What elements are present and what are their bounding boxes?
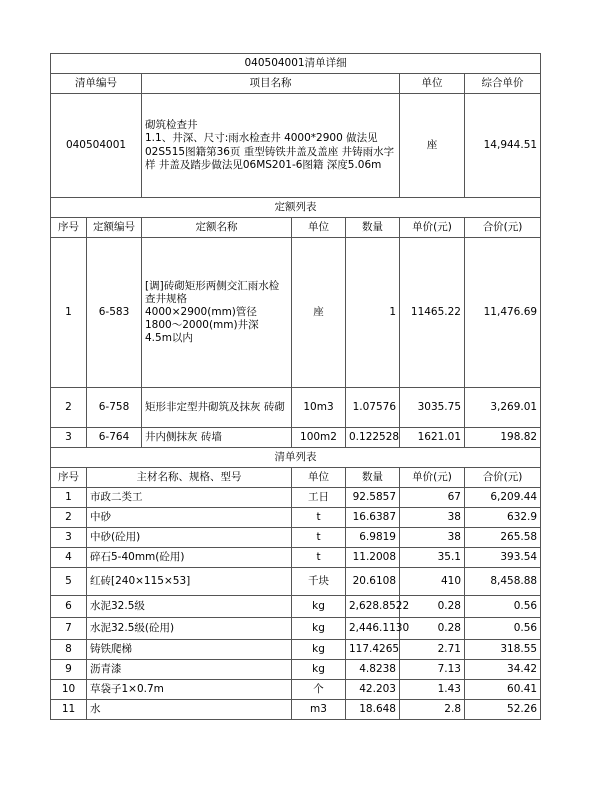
material-unit: kg xyxy=(292,596,346,618)
material-qty: 6.9819 xyxy=(346,528,400,548)
header-item-name: 项目名称 xyxy=(142,74,400,94)
material-name: 市政二类工 xyxy=(87,488,292,508)
material-no: 5 xyxy=(51,568,87,596)
materials-header-price: 单价(元) xyxy=(400,468,465,488)
table-row xyxy=(51,528,541,548)
table-row xyxy=(51,568,541,596)
material-name: 红砖[240×115×53] xyxy=(87,568,292,596)
material-qty: 11.2008 xyxy=(346,548,400,568)
material-no: 11 xyxy=(51,700,87,720)
quota-unit: 100m2 xyxy=(292,428,346,448)
material-no: 2 xyxy=(51,508,87,528)
material-name: 中砂 xyxy=(87,508,292,528)
material-unit: m3 xyxy=(292,700,346,720)
materials-header-unit: 单位 xyxy=(292,468,346,488)
quota-header-qty: 数量 xyxy=(346,218,400,238)
quota-no: 1 xyxy=(51,238,87,388)
quota-total: 3,269.01 xyxy=(465,388,541,428)
material-total: 632.9 xyxy=(465,508,541,528)
quota-total: 198.82 xyxy=(465,428,541,448)
material-qty: 92.5857 xyxy=(346,488,400,508)
quota-header-no: 序号 xyxy=(51,218,87,238)
materials-header-qty: 数量 xyxy=(346,468,400,488)
material-price: 1.43 xyxy=(400,680,465,700)
material-price: 0.28 xyxy=(400,618,465,640)
quota-qty: 1 xyxy=(346,238,400,388)
material-unit: kg xyxy=(292,660,346,680)
material-total: 8,458.88 xyxy=(465,568,541,596)
material-total: 318.55 xyxy=(465,640,541,660)
quota-section-title: 定额列表 xyxy=(51,198,541,218)
quota-header-price: 单价(元) xyxy=(400,218,465,238)
table-row xyxy=(51,596,541,618)
quota-header-code: 定额编号 xyxy=(87,218,142,238)
material-no: 8 xyxy=(51,640,87,660)
material-total: 393.54 xyxy=(465,548,541,568)
material-unit: kg xyxy=(292,618,346,640)
material-no: 1 xyxy=(51,488,87,508)
material-name: 碎石5-40mm(砼用) xyxy=(87,548,292,568)
material-price: 2.8 xyxy=(400,700,465,720)
quota-total: 11,476.69 xyxy=(465,238,541,388)
material-unit: t xyxy=(292,528,346,548)
material-name: 草袋子1×0.7m xyxy=(87,680,292,700)
material-qty: 20.6108 xyxy=(346,568,400,596)
quota-code: 6-758 xyxy=(87,388,142,428)
table-row xyxy=(51,508,541,528)
material-unit: t xyxy=(292,548,346,568)
quota-price: 1621.01 xyxy=(400,428,465,448)
quota-name: 矩形非定型井砌筑及抹灰 砖砌 xyxy=(142,388,292,428)
quota-price: 11465.22 xyxy=(400,238,465,388)
material-total: 0.56 xyxy=(465,596,541,618)
bill-code: 040504001 xyxy=(51,94,142,198)
material-price: 0.28 xyxy=(400,596,465,618)
materials-section-title: 清单列表 xyxy=(51,448,541,468)
quota-no: 2 xyxy=(51,388,87,428)
material-price: 7.13 xyxy=(400,660,465,680)
material-unit: kg xyxy=(292,640,346,660)
material-price: 67 xyxy=(400,488,465,508)
material-total: 60.41 xyxy=(465,680,541,700)
material-price: 38 xyxy=(400,508,465,528)
material-qty: 2,628.8522 xyxy=(346,596,400,618)
material-name: 中砂(砼用) xyxy=(87,528,292,548)
material-price: 2.71 xyxy=(400,640,465,660)
material-qty: 117.4265 xyxy=(346,640,400,660)
material-name: 水泥32.5级 xyxy=(87,596,292,618)
material-qty: 2,446.1130 xyxy=(346,618,400,640)
material-unit: 工日 xyxy=(292,488,346,508)
material-qty: 18.648 xyxy=(346,700,400,720)
material-qty: 16.6387 xyxy=(346,508,400,528)
quota-price: 3035.75 xyxy=(400,388,465,428)
materials-header-total: 合价(元) xyxy=(465,468,541,488)
page-title: 040504001清单详细 xyxy=(51,54,541,74)
quota-header-name: 定额名称 xyxy=(142,218,292,238)
table-row xyxy=(51,428,541,448)
material-total: 52.26 xyxy=(465,700,541,720)
quota-code: 6-583 xyxy=(87,238,142,388)
material-qty: 42.203 xyxy=(346,680,400,700)
bill-name: 砌筑检查井 1.1、井深、尺寸:雨水检查井 4000*2900 做法见02S515图籍第36页 重型铸铁井盖及盖座 井铸雨水字样 井盖及踏步做法见06MS201-6图籍 深度5.06m xyxy=(142,94,400,198)
material-price: 38 xyxy=(400,528,465,548)
quota-header-total: 合价(元) xyxy=(465,218,541,238)
material-no: 3 xyxy=(51,528,87,548)
table-row xyxy=(51,488,541,508)
header-unit-price: 综合单价 xyxy=(465,74,541,94)
material-price: 35.1 xyxy=(400,548,465,568)
material-no: 4 xyxy=(51,548,87,568)
material-no: 6 xyxy=(51,596,87,618)
table-row xyxy=(51,660,541,680)
material-name: 水 xyxy=(87,700,292,720)
table-row xyxy=(51,640,541,660)
material-unit: 个 xyxy=(292,680,346,700)
bill-price: 14,944.51 xyxy=(465,94,541,198)
quota-no: 3 xyxy=(51,428,87,448)
material-qty: 4.8238 xyxy=(346,660,400,680)
table-row xyxy=(51,238,541,388)
bill-unit: 座 xyxy=(400,94,465,198)
bill-detail-table xyxy=(50,53,541,720)
material-no: 10 xyxy=(51,680,87,700)
material-no: 9 xyxy=(51,660,87,680)
quota-unit: 10m3 xyxy=(292,388,346,428)
material-total: 6,209.44 xyxy=(465,488,541,508)
material-total: 34.42 xyxy=(465,660,541,680)
quota-unit: 座 xyxy=(292,238,346,388)
quota-qty: 1.07576 xyxy=(346,388,400,428)
materials-list xyxy=(51,488,541,720)
table-row xyxy=(51,680,541,700)
material-unit: 千块 xyxy=(292,568,346,596)
header-bill-code: 清单编号 xyxy=(51,74,142,94)
quota-name: [调]砖砌矩形两侧交汇雨水检查井规格 4000×2900(mm)管径 1800～2000(mm)井深 4.5m以内 xyxy=(142,238,292,388)
materials-header-no: 序号 xyxy=(51,468,87,488)
table-row xyxy=(51,618,541,640)
header-unit: 单位 xyxy=(400,74,465,94)
material-unit: t xyxy=(292,508,346,528)
material-name: 铸铁爬梯 xyxy=(87,640,292,660)
quota-qty: 0.122528 xyxy=(346,428,400,448)
quota-header-unit: 单位 xyxy=(292,218,346,238)
table-row xyxy=(51,700,541,720)
quota-code: 6-764 xyxy=(87,428,142,448)
material-name: 沥青漆 xyxy=(87,660,292,680)
material-total: 0.56 xyxy=(465,618,541,640)
material-total: 265.58 xyxy=(465,528,541,548)
quota-name: 井内侧抹灰 砖墙 xyxy=(142,428,292,448)
materials-header-name: 主材名称、规格、型号 xyxy=(87,468,292,488)
material-no: 7 xyxy=(51,618,87,640)
material-name: 水泥32.5级(砼用) xyxy=(87,618,292,640)
table-row xyxy=(51,548,541,568)
material-price: 410 xyxy=(400,568,465,596)
table-row xyxy=(51,388,541,428)
